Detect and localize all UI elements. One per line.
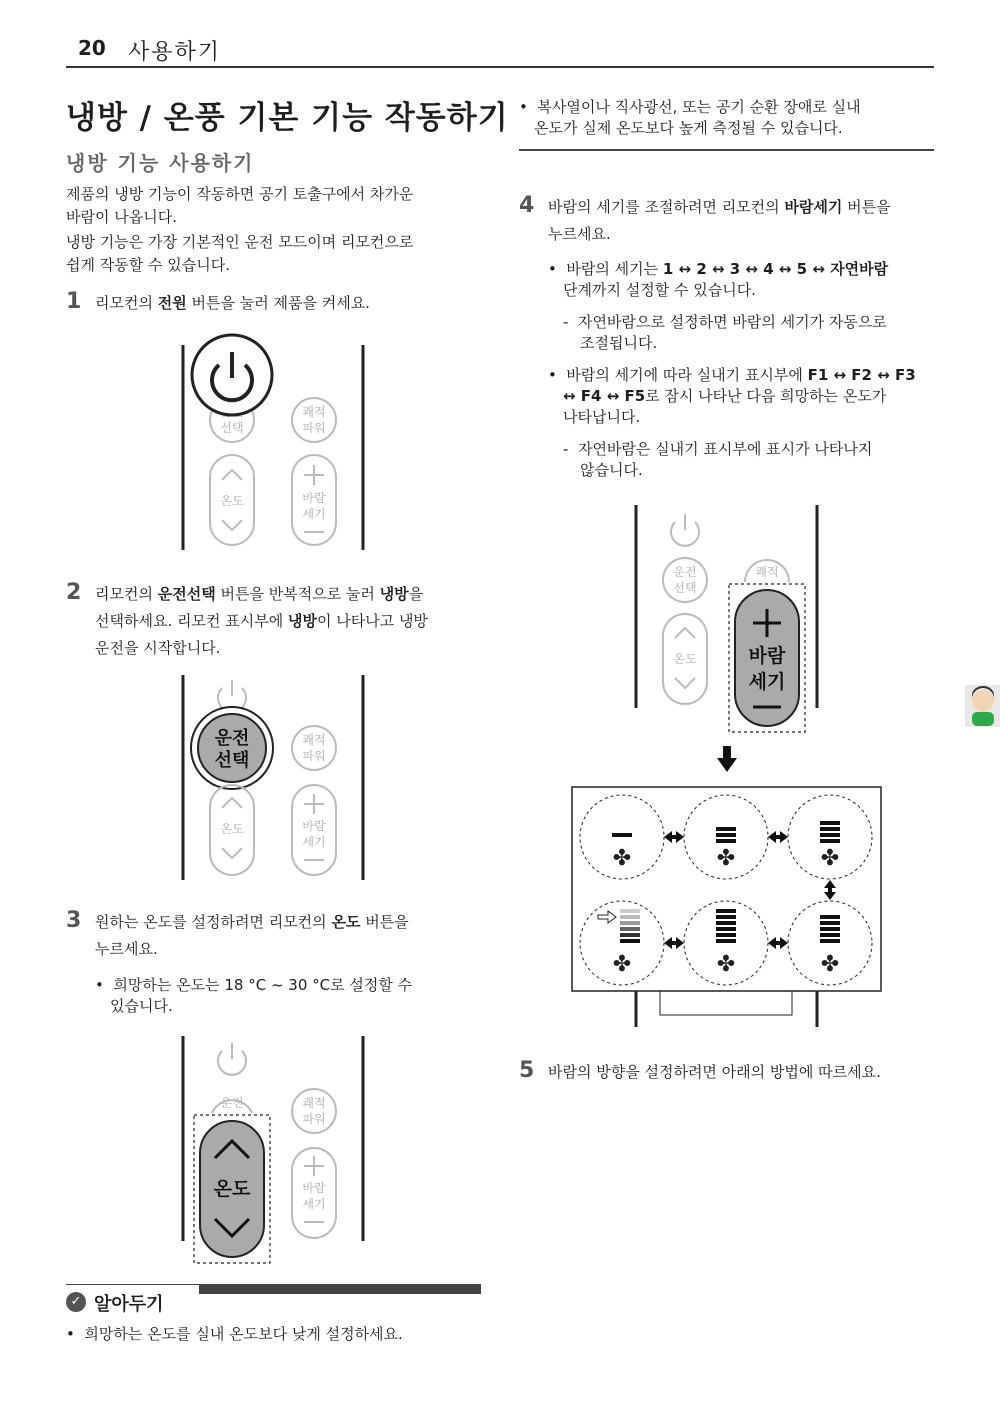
svg-text:선택: 선택	[214, 750, 250, 771]
svg-text:바람: 바람	[748, 645, 786, 667]
svg-text:세기: 세기	[302, 1197, 326, 1211]
right-divider	[519, 149, 934, 151]
page-title: 냉방 / 온풍 기본 기능 작동하기	[66, 100, 509, 136]
svg-text:온도: 온도	[213, 1178, 251, 1200]
svg-text:바람: 바람	[302, 819, 326, 833]
svg-text:✤: ✤	[820, 846, 840, 871]
step-1-text: 리모컨의 전원 버튼을 눌러 제품을 켜세요.	[95, 294, 370, 312]
svg-text:세기: 세기	[302, 835, 326, 849]
step-4-number: 4	[519, 193, 535, 218]
step-3-number: 3	[66, 908, 82, 933]
remote-temp-illustration	[175, 1033, 375, 1268]
svg-text:온도: 온도	[220, 494, 244, 508]
svg-text:바람: 바람	[302, 1181, 326, 1195]
svg-text:✤: ✤	[716, 846, 736, 871]
svg-text:파워: 파워	[302, 749, 326, 763]
svg-text:세기: 세기	[748, 671, 786, 693]
remote-wind-illustration	[625, 500, 830, 740]
svg-text:운전: 운전	[214, 728, 250, 749]
svg-text:파워: 파워	[302, 421, 326, 435]
remote-mode-illustration	[175, 670, 375, 885]
step-2-number: 2	[66, 580, 82, 605]
top-right-bullet: • 복사열이나 직사광선, 또는 공기 순환 장애로 실내 온도가 실제 온도보다 높게 측정될 수 있습니다.	[519, 98, 861, 137]
svg-text:운전: 운전	[220, 1096, 244, 1110]
step-4-text: 바람의 세기를 조절하려면 리모컨의 바람세기 버튼을 누르세요.	[548, 198, 891, 243]
step-4-bullets: • 바람의 세기는 1 ↔ 2 ↔ 3 ↔ 4 ↔ 5 ↔ 자연바람 단계까지 설정할 수 있습니다. - 자연바람으로 설정하면 바람의 세기가 자동으로 조절됩니다. • 바람의 세기에 따라 실내기 표시부에 F1 ↔ F2 ↔ F3 ↔ F4 ↔ F5로 잠시 나타난 다음 희망하는 온도가 나타납니다. - 자연바람은 실내기 표시부에 표시가 나타나지 않습니다.	[548, 260, 916, 479]
check-icon: ✓	[66, 1292, 86, 1312]
page-number: 20	[78, 36, 106, 60]
svg-text:바람: 바람	[302, 491, 326, 505]
svg-text:선택: 선택	[220, 421, 244, 435]
step-5-text: 바람의 방향을 설정하려면 아래의 방법에 따르세요.	[548, 1063, 881, 1081]
section-subtitle: 냉방 기능 사용하기	[66, 151, 255, 175]
header-rule	[66, 66, 934, 68]
step-3-bullet: • 희망하는 온도는 18 °C ~ 30 °C로 설정할 수 있습니다.	[95, 976, 413, 1015]
svg-text:세기: 세기	[302, 507, 326, 521]
svg-text:✤: ✤	[612, 952, 632, 977]
note-title: 알아두기	[94, 1294, 164, 1315]
arrow-down-icon	[715, 746, 739, 774]
step-5-number: 5	[519, 1058, 535, 1083]
remote-power-illustration	[175, 330, 375, 555]
mascot-tab-icon	[965, 685, 1000, 727]
svg-text:쾌적: 쾌적	[302, 733, 326, 747]
note-bullet: • 희망하는 온도를 실내 온도보다 낮게 설정하세요.	[66, 1325, 403, 1343]
svg-text:온도: 온도	[673, 652, 697, 666]
step-1-number: 1	[66, 289, 82, 314]
svg-text:✤: ✤	[612, 846, 632, 871]
svg-text:운전: 운전	[673, 565, 697, 579]
svg-text:파워: 파워	[302, 1112, 326, 1126]
svg-text:쾌적: 쾌적	[302, 1096, 326, 1110]
svg-text:온도: 온도	[220, 822, 244, 836]
svg-text:✤: ✤	[716, 952, 736, 977]
svg-text:쾌적: 쾌적	[302, 405, 326, 419]
display-panel-illustration	[570, 785, 885, 1030]
note-bar	[199, 1284, 481, 1294]
svg-text:✤: ✤	[820, 952, 840, 977]
step-2-text: 리모컨의 운전선택 버튼을 반복적으로 눌러 냉방을 선택하세요. 리모컨 표시부에 냉방이 나타나고 냉방 운전을 시작합니다.	[95, 585, 428, 657]
intro-paragraph: 제품의 냉방 기능이 작동하면 공기 토출구에서 차가운 바람이 나옵니다. 냉방 기능은 가장 기본적인 운전 모드이며 리모컨으로 쉽게 작동할 수 있습니다.	[66, 185, 414, 274]
svg-text:쾌적: 쾌적	[755, 565, 779, 579]
note-divider	[66, 1284, 199, 1285]
step-3-text: 원하는 온도를 설정하려면 리모컨의 온도 버튼을 누르세요.	[95, 913, 409, 958]
section-title: 사용하기	[128, 40, 222, 65]
svg-text:선택: 선택	[673, 581, 697, 595]
